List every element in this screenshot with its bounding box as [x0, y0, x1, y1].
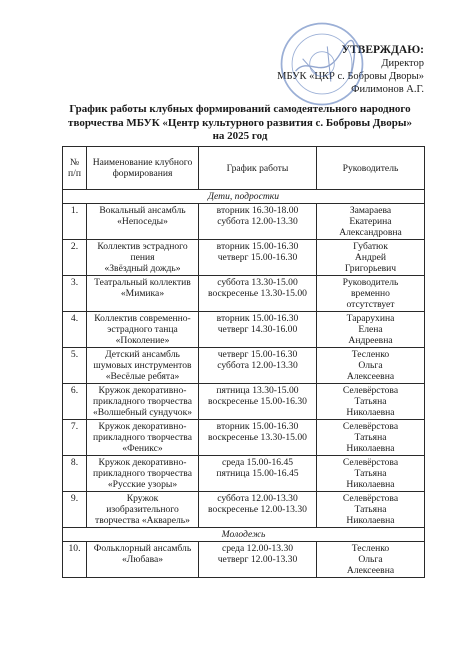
- schedule-line: четверг 15.00-16.30: [217, 349, 298, 360]
- section-title: Молодежь: [63, 528, 425, 542]
- row-number: 4.: [63, 312, 87, 348]
- leader-line: Селевёрстова: [342, 421, 399, 432]
- schedule-line: вторник 15.00-16.30: [216, 421, 299, 432]
- schedule-line: четверг 15.00-16.30: [217, 252, 298, 263]
- leader: [317, 420, 425, 456]
- schedule-line: четверг 14.30-16.00: [217, 324, 298, 335]
- header-num: № п/п: [63, 147, 87, 190]
- approval-organization: МБУК «ЦКР с. Бобровы Дворы»: [277, 71, 424, 82]
- row-number: 8.: [63, 456, 87, 492]
- schedule-line: пятница 15.00-16.45: [216, 468, 299, 479]
- group-name-line: прикладного творчества: [93, 396, 192, 407]
- group-name-line: «Непоседы»: [117, 216, 168, 227]
- group-name: [87, 420, 199, 456]
- group-name-line: «Мимика»: [120, 288, 165, 299]
- approval-title: УТВЕРЖДАЮ:: [341, 44, 424, 56]
- group-name-line: Кружок: [126, 493, 159, 504]
- schedule: [199, 240, 317, 276]
- group-name: [87, 542, 199, 578]
- group-name-line: Детский ансамбль: [105, 349, 180, 360]
- group-name-line: «Волшебный сундучок»: [92, 407, 193, 418]
- leader-line: Екатерина: [349, 216, 392, 227]
- leader-line: Алексеевна: [346, 565, 395, 576]
- leader-line: Татьяна: [354, 432, 387, 443]
- leader: [317, 348, 425, 384]
- group-name-line: прикладного творчества: [93, 468, 192, 479]
- group-name: [87, 492, 199, 528]
- table-row: [63, 420, 425, 456]
- schedule: [199, 542, 317, 578]
- schedule-line: среда 12.00-13.30: [221, 543, 294, 554]
- group-name-line: Коллектив эстрадного: [97, 241, 188, 252]
- table-body: [63, 190, 425, 578]
- schedule-line: суббота 12.00-13.30: [217, 360, 298, 371]
- table-row: [63, 276, 425, 312]
- schedule: [199, 276, 317, 312]
- leader-line: Тесленко: [351, 349, 390, 360]
- leader-line: Николаевна: [346, 407, 395, 418]
- group-name-line: Кружок декоративно-: [98, 457, 187, 468]
- header-leader: Руководитель: [317, 147, 425, 190]
- section-header-row: [63, 190, 425, 204]
- schedule-line: воскресенье 15.00-16.30: [208, 396, 307, 407]
- leader-line: Татьяна: [354, 396, 387, 407]
- group-name-line: «Любава»: [121, 554, 164, 565]
- leader-line: Татьяна: [354, 504, 387, 515]
- group-name: [87, 204, 199, 240]
- leader: [317, 456, 425, 492]
- leader-line: временно: [351, 288, 390, 299]
- leader-line: Селевёрстова: [342, 493, 399, 504]
- group-name: [87, 348, 199, 384]
- leader: [317, 492, 425, 528]
- table-row: [63, 348, 425, 384]
- group-name: [87, 276, 199, 312]
- row-number: 1.: [63, 204, 87, 240]
- group-name: [87, 384, 199, 420]
- table-row: [63, 542, 425, 578]
- leader: [317, 384, 425, 420]
- leader-line: Андреевна: [348, 335, 393, 346]
- leader-line: Ольга: [358, 554, 383, 565]
- section-header-row: [63, 528, 425, 542]
- schedule-line: суббота 13.30-15.00: [217, 277, 298, 288]
- group-name: [87, 240, 199, 276]
- title-line-1: График работы клубных формирований самодеятельного народного: [69, 103, 411, 115]
- row-number: 3.: [63, 276, 87, 312]
- row-number: 9.: [63, 492, 87, 528]
- leader-line: Селевёрстова: [342, 385, 399, 396]
- group-name: [87, 456, 199, 492]
- row-number: 5.: [63, 348, 87, 384]
- schedule-table: [62, 146, 425, 578]
- schedule: [199, 420, 317, 456]
- leader-line: Руководитель: [342, 277, 399, 288]
- group-name-line: творчества «Акварель»: [95, 515, 190, 526]
- schedule-line: вторник 15.00-16.30: [216, 313, 299, 324]
- schedule-line: суббота 12.00-13.30: [217, 216, 298, 227]
- schedule-line: вторник 16.30-18.00: [216, 205, 299, 216]
- leader-line: Александровна: [339, 227, 402, 238]
- row-number: 6.: [63, 384, 87, 420]
- group-name-line: Кружок декоративно-: [98, 421, 187, 432]
- leader-line: Елена: [358, 324, 383, 335]
- group-name-line: Театральный коллектив: [94, 277, 191, 288]
- leader: [317, 204, 425, 240]
- schedule-line: воскресенье 13.30-15.00: [208, 432, 307, 443]
- leader-line: Замараева: [349, 205, 392, 216]
- row-number: 2.: [63, 240, 87, 276]
- leader: [317, 240, 425, 276]
- group-name-line: «Поколение»: [115, 335, 170, 346]
- group-name-line: «Весёлые ребята»: [105, 371, 180, 382]
- schedule-line: вторник 15.00-16.30: [216, 241, 299, 252]
- group-name-line: прикладного творчества: [93, 432, 192, 443]
- group-name-line: «Русские узоры»: [107, 479, 178, 490]
- leader-line: Григорьевич: [344, 263, 397, 274]
- leader-line: отсутствует: [346, 299, 395, 310]
- table-row: [63, 312, 425, 348]
- leader-line: Селевёрстова: [342, 457, 399, 468]
- schedule: [199, 456, 317, 492]
- group-name: [87, 312, 199, 348]
- group-name-line: Кружок декоративно-: [98, 385, 187, 396]
- header-schedule: График работы: [199, 147, 317, 190]
- leader-line: Андрей: [354, 252, 387, 263]
- leader-line: Губатюк: [353, 241, 388, 252]
- schedule-line: воскресенье 13.30-15.00: [208, 288, 307, 299]
- group-name-line: «Феникс»: [122, 443, 163, 454]
- group-name-line: Вокальный ансамбль: [99, 205, 186, 216]
- schedule-line: четверг 12.00-13.30: [217, 554, 298, 565]
- schedule-line: пятница 13.30-15.00: [216, 385, 299, 396]
- leader-line: Тесленко: [351, 543, 390, 554]
- leader-line: Николаевна: [346, 479, 395, 490]
- schedule-line: суббота 12.00-13.30: [217, 493, 298, 504]
- leader-line: Николаевна: [346, 443, 395, 454]
- schedule: [199, 312, 317, 348]
- group-name-line: шумовых инструментов: [93, 360, 192, 371]
- official-stamp-seal: [278, 20, 366, 108]
- leader-line: Тарарухина: [346, 313, 395, 324]
- group-name-line: Фольклорный ансамбль: [93, 543, 192, 554]
- table-row: [63, 384, 425, 420]
- group-name-line: пения: [130, 252, 155, 263]
- schedule: [199, 204, 317, 240]
- leader-line: Николаевна: [346, 515, 395, 526]
- table-row: [63, 204, 425, 240]
- leader: [317, 276, 425, 312]
- approval-position: Директор: [381, 58, 424, 69]
- schedule: [199, 492, 317, 528]
- title-line-2: творчества МБУК «Центр культурного развития с. Бобровы Дворы»: [68, 116, 412, 129]
- leader: [317, 312, 425, 348]
- group-name-line: изобразительного: [106, 504, 179, 515]
- approval-signatory: Филимонов А.Г.: [351, 84, 424, 95]
- group-name-line: Коллектив современно-: [94, 313, 191, 324]
- table-header-row: [63, 147, 425, 190]
- section-title: Дети, подростки: [63, 190, 425, 204]
- document-title: [40, 103, 440, 144]
- group-name-line: эстрадного танца: [107, 324, 178, 335]
- schedule-line: воскресенье 12.00-13.30: [208, 504, 307, 515]
- schedule: [199, 348, 317, 384]
- table-row: [63, 456, 425, 492]
- table-row: [63, 492, 425, 528]
- leader-line: Алексеевна: [346, 371, 395, 382]
- row-number: 7.: [63, 420, 87, 456]
- title-line-3: на 2025 год: [212, 130, 268, 142]
- row-number: 10.: [63, 542, 87, 578]
- table-row: [63, 240, 425, 276]
- header-name: Наименование клубного формирования: [87, 147, 199, 190]
- leader-line: Ольга: [358, 360, 383, 371]
- leader: [317, 542, 425, 578]
- group-name-line: «Звёздный дождь»: [104, 263, 181, 274]
- schedule: [199, 384, 317, 420]
- schedule-line: среда 15.00-16.45: [221, 457, 294, 468]
- leader-line: Татьяна: [354, 468, 387, 479]
